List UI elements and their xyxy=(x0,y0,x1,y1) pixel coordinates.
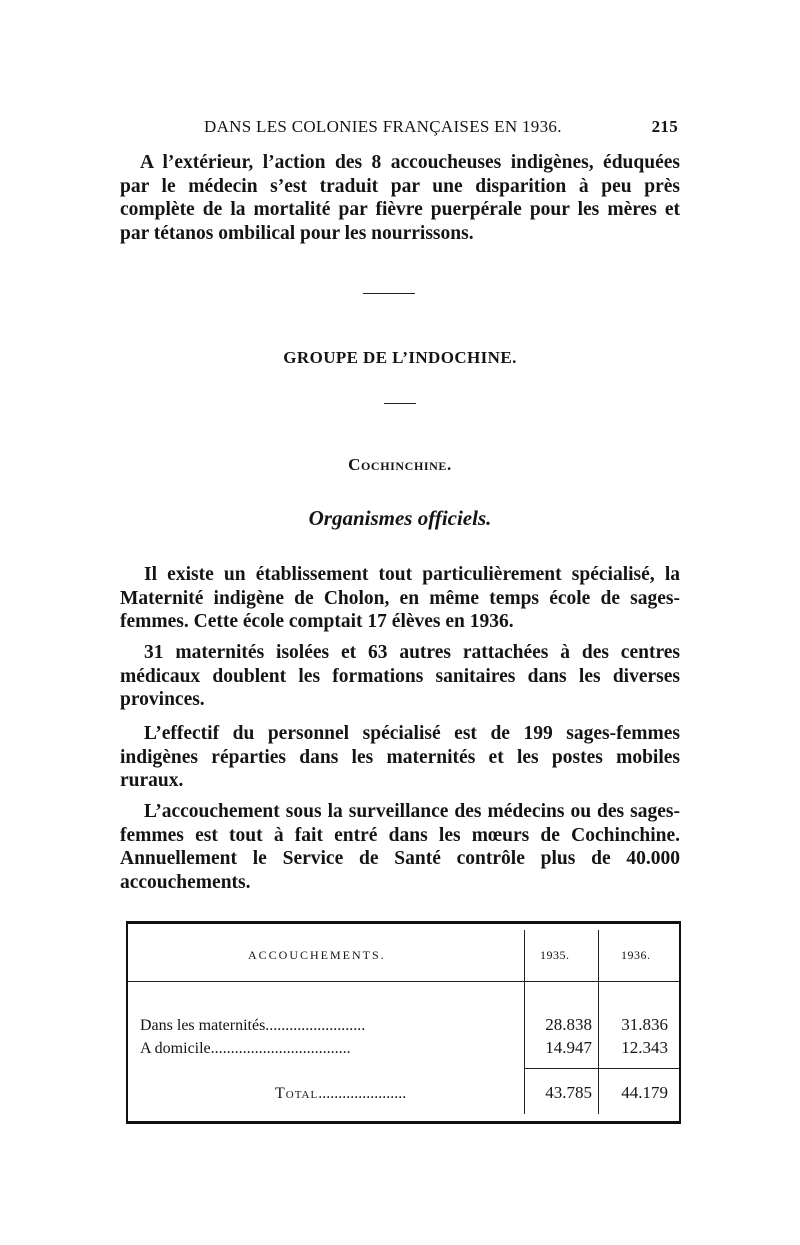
table-cell-1935-maternites: 28.838 xyxy=(545,1015,592,1034)
table-header-1935: 1935. xyxy=(540,948,570,962)
region-title: Cochinchine. xyxy=(348,455,452,474)
running-head-title: DANS LES COLONIES FRANÇAISES EN 1936. xyxy=(204,117,562,136)
table-cell-1936-maternites: 31.836 xyxy=(621,1015,668,1034)
section-divider-long xyxy=(363,293,415,294)
table-cell-1936-total: 44.179 xyxy=(621,1083,668,1102)
table-cell-1935-domicile: 14.947 xyxy=(545,1038,592,1057)
paragraph-maternites-isolees: 31 maternités isolées et 63 autres rattachées à des centres médicaux doublent les formations sanitaires dans les diverses provinces. xyxy=(120,642,680,710)
subsection-title: Organismes officiels. xyxy=(308,506,492,530)
intro-paragraph: A l’extérieur, l’action des 8 accoucheuses indigènes, éduquées par le médecin s’est traduit par une disparition à peu près complète de la mortalité par fièvre puerpérale pour les mères et par tétanos ombilical pour les nourrissons. xyxy=(120,152,680,244)
table-total-label: Total...................... xyxy=(275,1085,407,1102)
running-head xyxy=(204,117,678,139)
table-cell-1936-domicile: 12.343 xyxy=(621,1038,668,1057)
section-divider-short xyxy=(384,403,416,404)
table-header-1936: 1936. xyxy=(621,948,651,962)
paragraph-effectif: L’effectif du personnel spécialisé est de 199 sages-femmes indigènes réparties dans les maternités et les postes mobiles ruraux. xyxy=(120,723,680,791)
table-total-rule xyxy=(524,1068,679,1069)
paragraph-accouchement: L’accouchement sous la surveillance des médecins ou des sages-femmes est tout à fait entré dans les mœurs de Cochinchine. Annuellement le Service de Santé contrôle plus de 40.000 accouchements. xyxy=(120,801,680,893)
group-title: GROUPE DE L’INDOCHINE. xyxy=(283,348,517,367)
births-table xyxy=(126,921,681,1124)
table-cell-1935-total: 43.785 xyxy=(545,1083,592,1102)
paragraph-maternite: Il existe un établissement tout particulièrement spécialisé, la Maternité indigène de Cholon, en même temps école de sages-femmes. Cette école comptait 17 élèves en 1936. xyxy=(120,564,680,632)
table-header-label: ACCOUCHEMENTS. xyxy=(248,948,386,962)
table-row-label-domicile: A domicile................................... xyxy=(140,1040,351,1057)
page-number: 215 xyxy=(651,117,678,136)
table-header-rule xyxy=(128,981,679,982)
table-row-label-maternites: Dans les maternités......................... xyxy=(140,1017,366,1034)
